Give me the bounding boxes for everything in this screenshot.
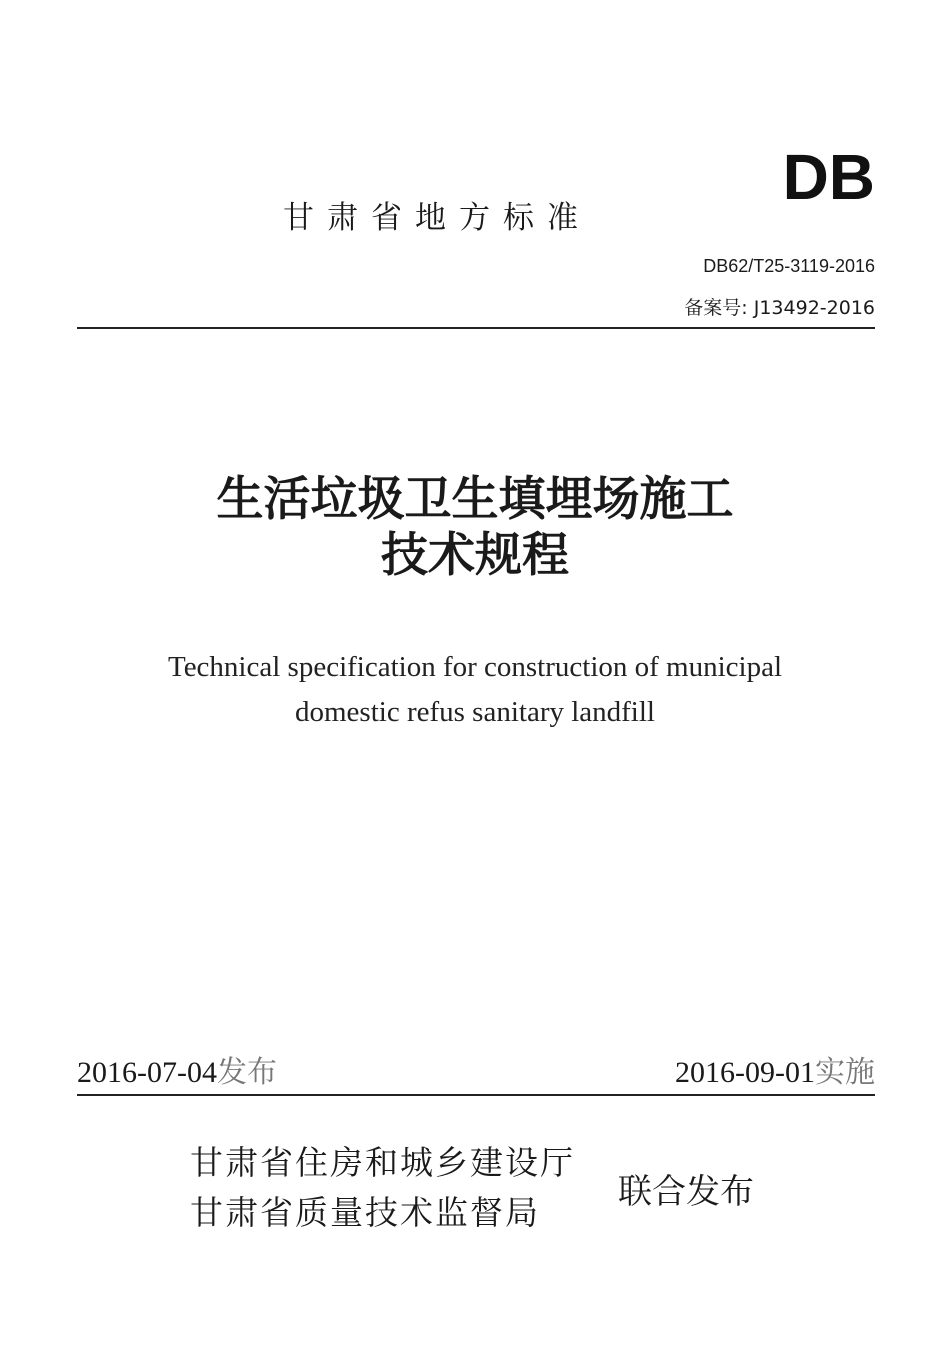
- issuers: [190, 1138, 575, 1238]
- top-divider: [77, 327, 875, 329]
- standard-type: 甘肃省地方标准: [283, 200, 591, 236]
- db-logo: DB: [782, 141, 875, 213]
- publish-date: 2016-07-04: [77, 1056, 217, 1089]
- title-chinese: [0, 472, 950, 584]
- title-en-line1: Technical specification for construction of municipal: [168, 651, 782, 683]
- bottom-divider: [77, 1094, 875, 1096]
- effective-label: 实施: [815, 1056, 875, 1089]
- joint-publish-label: 联合发布: [618, 1172, 754, 1212]
- title-en-line2: domestic refus sanitary landfill: [295, 696, 655, 728]
- publish-date-block: [77, 1047, 277, 1091]
- issuer-2: 甘肃省质量技术监督局: [190, 1193, 540, 1232]
- issuer-1: 甘肃省住房和城乡建设厅: [190, 1143, 575, 1182]
- record-number: 备案号: J13492-2016: [684, 297, 875, 319]
- publish-label: 发布: [216, 1056, 277, 1089]
- title-cn-line1: 生活垃圾卫生填埋场施工: [216, 472, 734, 527]
- effective-date-block: [675, 1047, 875, 1091]
- effective-date: 2016-09-01: [675, 1056, 815, 1089]
- title-english: [0, 645, 950, 735]
- title-cn-line2: 技术规程: [381, 528, 569, 583]
- standard-code: DB62/T25-3119-2016: [703, 256, 875, 276]
